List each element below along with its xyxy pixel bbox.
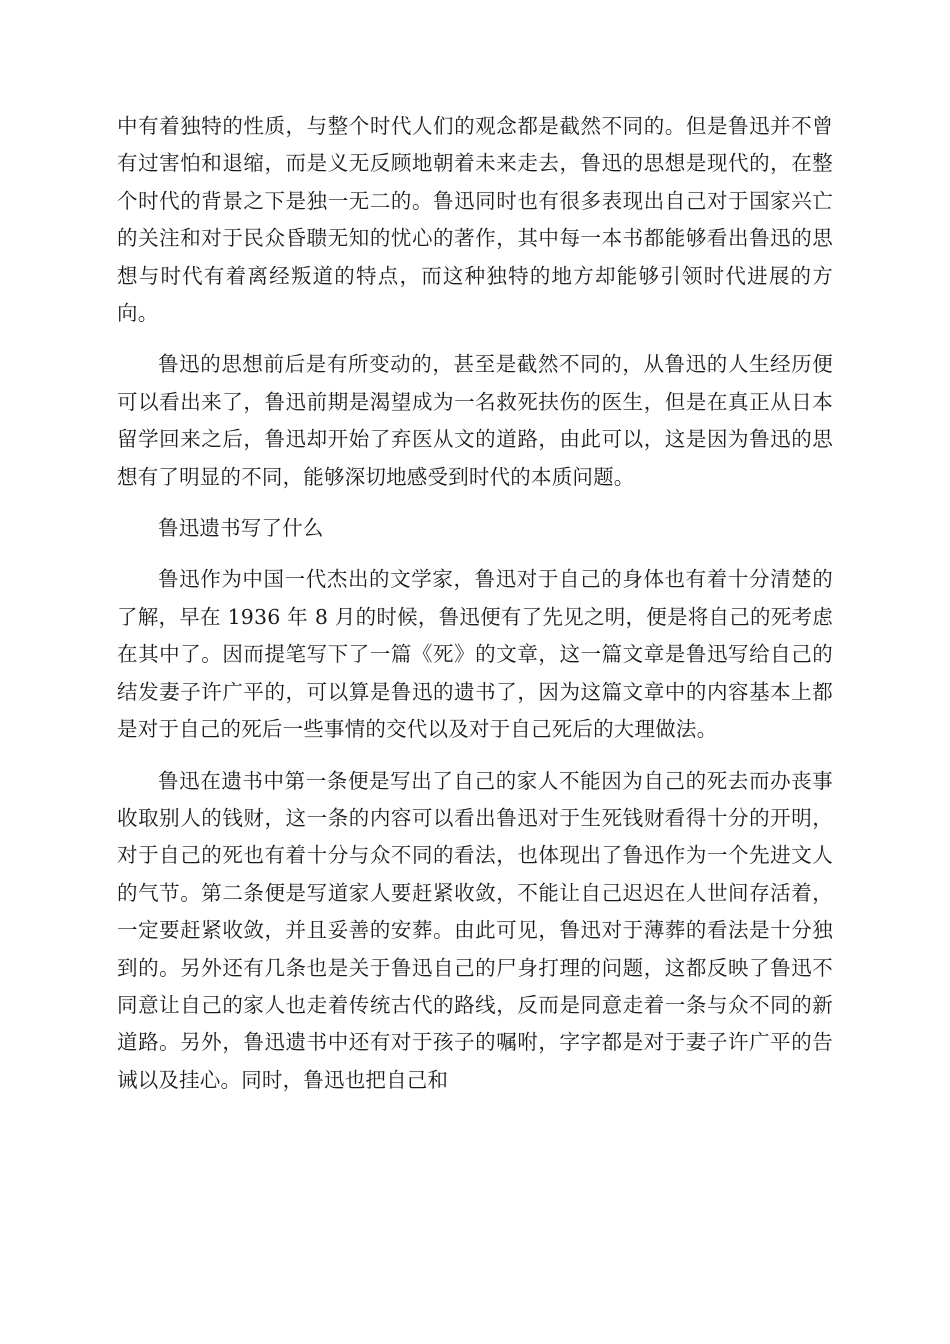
paragraph-continued: 中有着独特的性质，与整个时代人们的观念都是截然不同的。但是鲁迅并不曾有过害怕和退缩，而是义无反顾地朝着未来走去，鲁迅的思想是现代的，在整个时代的背景之下是独一无二的。鲁迅同时也有很多表现出自己对于国家兴亡的关注和对于民众昏聩无知的忧心的著作，其中每一本书都能够看出鲁迅的思想与时代有着离经叛道的特点，而这种独特的地方却能够引领时代进展的方向。 [117,114,833,326]
paragraph-thought-change: 鲁迅的思想前后是有所变动的，甚至是截然不同的，从鲁迅的人生经历便可以看出来了，鲁迅前期是渴望成为一名救死扶伤的医生，但是在真正从日本留学回来之后，鲁迅却开始了弃医从文的道路，由此可以，这是因为鲁迅的思想有了明显的不同，能够深切地感受到时代的本质问题。 [117,352,833,489]
paragraph-testament-details: 鲁迅在遗书中第一条便是写出了自己的家人不能因为自己的死去而办丧事收取别人的钱财，这一条的内容可以看出鲁迅对于生死钱财看得十分的开明，对于自己的死也有着十分与众不同的看法，也体现出了鲁迅作为一个先进文人的气节。第二条便是写道家人要赶紧收敛，不能让自己迟迟在人世间存活着，一定要赶紧收敛，并且妥善的安葬。由此可见，鲁迅对于薄葬的看法是十分独到的。另外还有几条也是关于鲁迅自己的尸身打理的问题，这都反映了鲁迅不同意让自己的家人也走着传统古代的路线，反而是同意走着一条与众不同的新道路。另外，鲁迅遗书中还有对于孩子的嘱咐，字字都是对于妻子许广平的告诫以及挂心。同时，鲁迅也把自己和 [117,768,833,1092]
section-heading: 鲁迅遗书写了什么 [158,516,324,541]
document-body [117,108,833,1113]
paragraph-testament-intro: 鲁迅作为中国一代杰出的文学家，鲁迅对于自己的身体也有着十分清楚的了解，早在 1936 年 8 月的时候，鲁迅便有了先见之明，便是将自己的死考虑在其中了。因而提笔写下了一篇《死》的文章，这一篇文章是鲁迅写给自己的结发妻子许广平的，可以算是鲁迅的遗书了，因为这篇文章中的内容基本上都是对于自己的死后一些事情的交代以及对于自己死后的大理做法。 [117,567,833,742]
